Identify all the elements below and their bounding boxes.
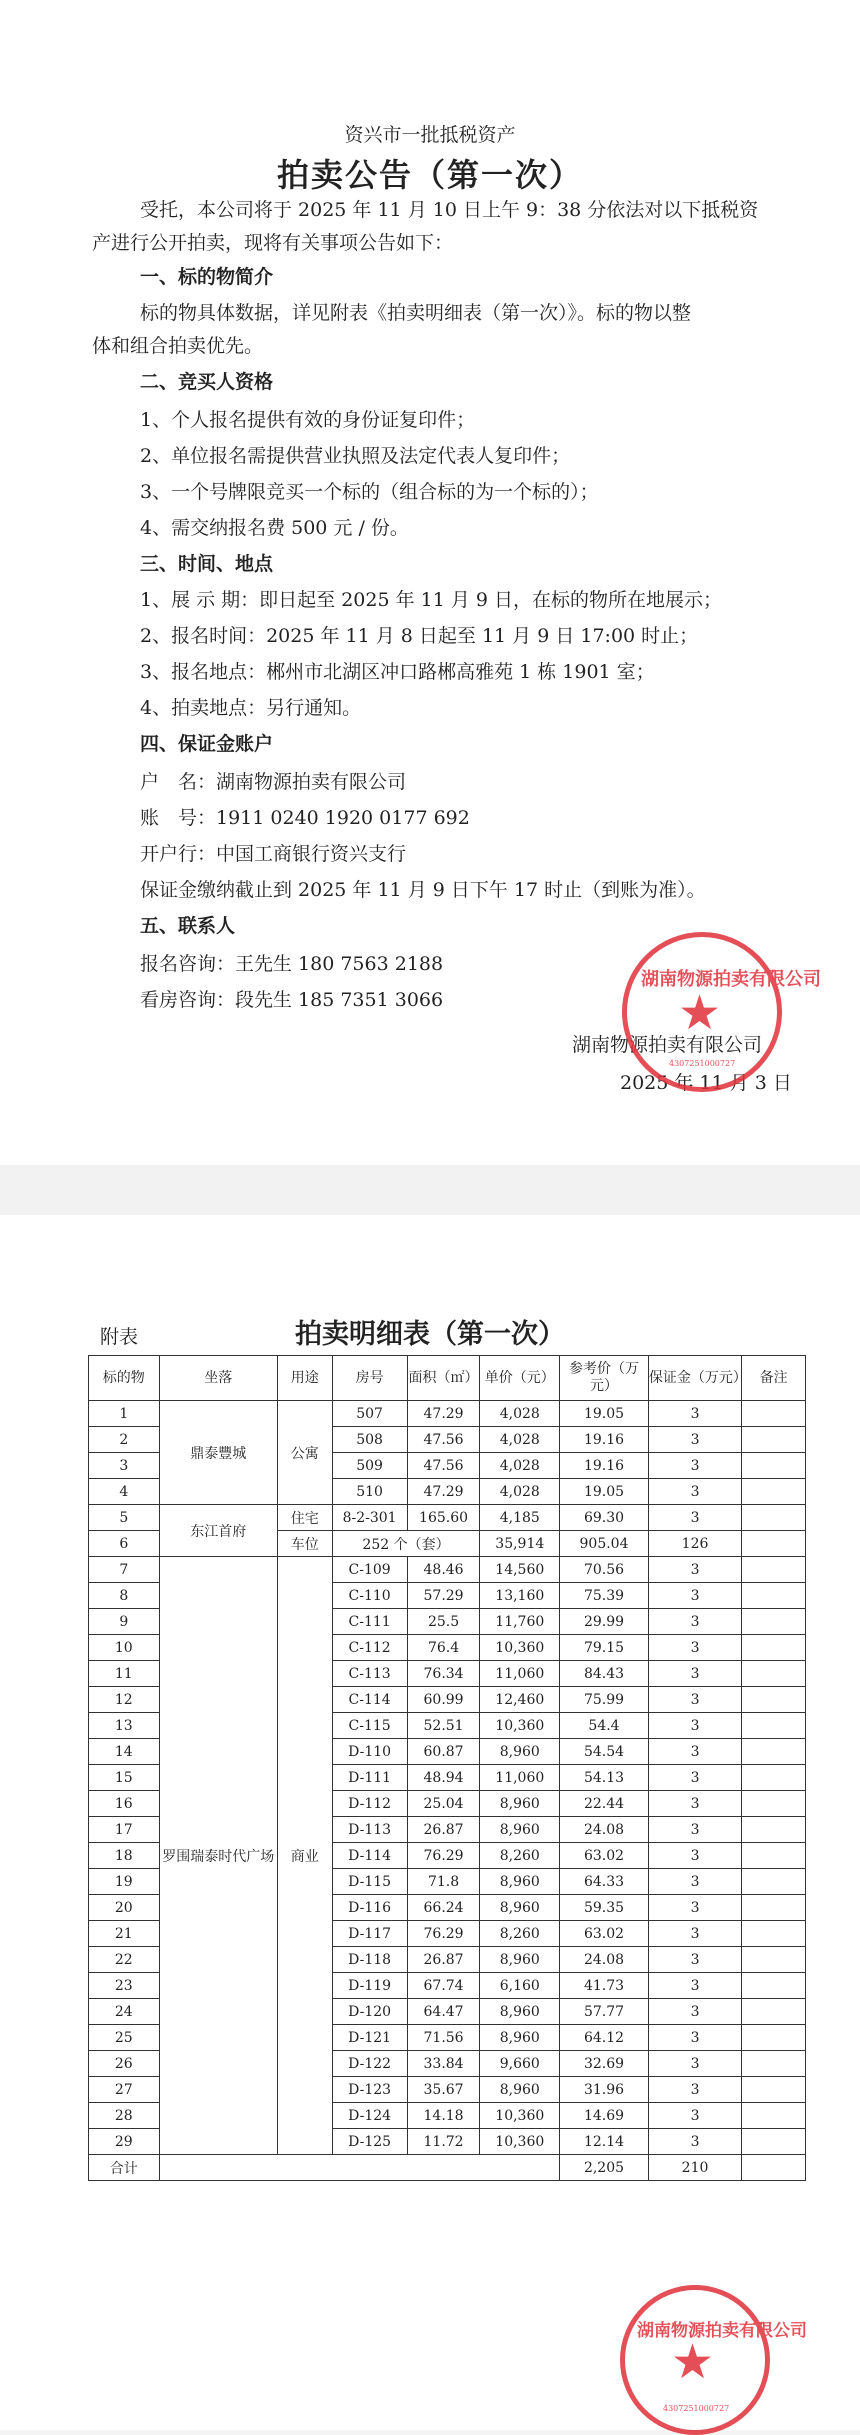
cell-price: 10,360 [480, 2103, 560, 2129]
cell-idx: 5 [89, 1505, 160, 1531]
company-name: 湖南物源拍卖有限公司 [572, 1034, 763, 1056]
cell-price: 8,960 [480, 1869, 560, 1895]
cell-area: 26.87 [407, 1817, 480, 1843]
cell-idx: 27 [89, 2077, 160, 2103]
cell-note [742, 1817, 806, 1843]
cell-note [742, 1973, 806, 1999]
cell-price: 11,760 [480, 1609, 560, 1635]
cell-deposit: 3 [648, 1739, 741, 1765]
cell-price: 11,060 [480, 1765, 560, 1791]
cell-area: 25.04 [407, 1791, 480, 1817]
cell-ref: 29.99 [560, 1609, 649, 1635]
cell-area: 60.99 [407, 1687, 480, 1713]
cell-room: D-118 [332, 1947, 407, 1973]
cell-deposit: 3 [648, 1869, 741, 1895]
cell-note [742, 2025, 806, 2051]
cell-deposit: 3 [648, 1401, 741, 1427]
section-5-item: 看房咨询：段先生 185 7351 3066 [140, 989, 444, 1011]
cell-price: 8,960 [480, 1947, 560, 1973]
cell-room: D-110 [332, 1739, 407, 1765]
cell-deposit: 3 [648, 1609, 741, 1635]
cell-deposit: 3 [648, 1687, 741, 1713]
cell-price: 8,960 [480, 2025, 560, 2051]
table-seal [620, 2285, 807, 2435]
cell-area: 71.8 [407, 1869, 480, 1895]
table-header-row [89, 1356, 806, 1401]
cell-deposit: 3 [648, 1973, 741, 1999]
cell-area: 11.72 [407, 2129, 480, 2155]
cell-deposit: 3 [648, 1635, 741, 1661]
cell-deposit: 3 [648, 1661, 741, 1687]
cell-room: C-113 [332, 1661, 407, 1687]
cell-ref: 14.69 [560, 2103, 649, 2129]
section-2-item: 2、单位报名需提供营业执照及法定代表人复印件； [140, 445, 571, 467]
cell-deposit: 3 [648, 1479, 741, 1505]
section-4-heading: 四、保证金账户 [140, 733, 274, 755]
cell-ref: 19.05 [560, 1401, 649, 1427]
header-loc: 坐落 [159, 1356, 277, 1401]
cell-ref: 54.4 [560, 1713, 649, 1739]
cell-room: D-120 [332, 1999, 407, 2025]
cell-ref: 41.73 [560, 1973, 649, 1999]
cell-room: C-110 [332, 1583, 407, 1609]
cell-empty [159, 2155, 560, 2181]
section-4-item: 保证金缴纳截止到 2025 年 11 月 9 日下午 17 时止（到账为准）。 [140, 879, 706, 901]
cell-deposit: 3 [648, 2129, 741, 2155]
cell-room: 510 [332, 1479, 407, 1505]
cell-price: 4,028 [480, 1401, 560, 1427]
cell-note [742, 1479, 806, 1505]
cell-ref: 84.43 [560, 1661, 649, 1687]
cell-room: D-124 [332, 2103, 407, 2129]
seal-text: 湖南物源拍卖有限公司 [641, 969, 821, 990]
cell-note [742, 1947, 806, 1973]
cell-ref: 54.54 [560, 1739, 649, 1765]
cell-idx: 8 [89, 1583, 160, 1609]
cell-deposit: 3 [648, 1895, 741, 1921]
header-use: 用途 [277, 1356, 332, 1401]
cell-area: 71.56 [407, 2025, 480, 2051]
section-2-heading: 二、竞买人资格 [140, 371, 274, 393]
cell-note [742, 1453, 806, 1479]
appendix-title: 拍卖明细表（第一次） [295, 1319, 565, 1350]
cell-ref: 59.35 [560, 1895, 649, 1921]
cell-room: C-115 [332, 1713, 407, 1739]
cell-price: 8,960 [480, 1739, 560, 1765]
cell-deposit: 3 [648, 1557, 741, 1583]
cell-deposit: 3 [648, 1947, 741, 1973]
section-3-heading: 三、时间、地点 [140, 553, 274, 575]
cell-room: D-117 [332, 1921, 407, 1947]
cell-area: 47.29 [407, 1479, 480, 1505]
cell-deposit: 3 [648, 2077, 741, 2103]
cell-note [742, 2077, 806, 2103]
table-total-row [89, 2155, 806, 2181]
header-note: 备注 [742, 1356, 806, 1401]
cell-price: 8,960 [480, 2077, 560, 2103]
cell-price: 8,260 [480, 1843, 560, 1869]
cell-room: D-113 [332, 1817, 407, 1843]
cell-area: 48.46 [407, 1557, 480, 1583]
cell-room: 8-2-301 [332, 1505, 407, 1531]
cell-room: 252 个（套） [332, 1531, 480, 1557]
cell-price: 10,360 [480, 1635, 560, 1661]
cell-room: D-116 [332, 1895, 407, 1921]
cell-deposit: 3 [648, 1921, 741, 1947]
cell-idx: 24 [89, 1999, 160, 2025]
cell-ref: 57.77 [560, 1999, 649, 2025]
cell-ref: 79.15 [560, 1635, 649, 1661]
cell-note [742, 1739, 806, 1765]
company-seal [622, 932, 821, 1092]
cell-price: 8,960 [480, 1895, 560, 1921]
cell-idx: 14 [89, 1739, 160, 1765]
cell-note [742, 1869, 806, 1895]
cell-ref: 70.56 [560, 1557, 649, 1583]
cell-idx: 23 [89, 1973, 160, 1999]
cell-room: C-112 [332, 1635, 407, 1661]
notice-date: 2025 年 11 月 3 日 [620, 1072, 792, 1094]
cell-price: 8,260 [480, 1921, 560, 1947]
section-1-line-2: 体和组合拍卖优先。 [92, 335, 264, 357]
cell-note [742, 1609, 806, 1635]
cell-note [742, 1583, 806, 1609]
cell-area: 66.24 [407, 1895, 480, 1921]
cell-note [742, 2129, 806, 2155]
cell-price: 4,028 [480, 1453, 560, 1479]
cell-price: 4,185 [480, 1505, 560, 1531]
cell-idx: 6 [89, 1531, 160, 1557]
cell-idx: 28 [89, 2103, 160, 2129]
cell-price: 10,360 [480, 2129, 560, 2155]
cell-note [742, 1713, 806, 1739]
table-seal-code: 4307251000727 [663, 2404, 730, 2413]
cell-idx: 19 [89, 1869, 160, 1895]
section-4-item: 户 名：湖南物源拍卖有限公司 [140, 771, 407, 793]
cell-ref: 75.99 [560, 1687, 649, 1713]
cell-price: 4,028 [480, 1427, 560, 1453]
cell-deposit: 3 [648, 1817, 741, 1843]
header-idx: 标的物 [89, 1356, 160, 1401]
cell-price: 4,028 [480, 1479, 560, 1505]
cell-price: 14,560 [480, 1557, 560, 1583]
cell-use: 住宅 [277, 1505, 332, 1531]
cell-note [742, 1765, 806, 1791]
cell-idx: 7 [89, 1557, 160, 1583]
cell-note [742, 1791, 806, 1817]
cell-deposit: 3 [648, 1505, 741, 1531]
auction-detail-table [88, 1355, 806, 2181]
cell-room: D-125 [332, 2129, 407, 2155]
cell-use: 车位 [277, 1531, 332, 1557]
cell-ref: 75.39 [560, 1583, 649, 1609]
cell-deposit: 3 [648, 2103, 741, 2129]
cell-area: 67.74 [407, 1973, 480, 1999]
cell-room: D-112 [332, 1791, 407, 1817]
cell-area: 25.5 [407, 1609, 480, 1635]
header-room: 房号 [332, 1356, 407, 1401]
cell-ref: 22.44 [560, 1791, 649, 1817]
cell-deposit: 3 [648, 1999, 741, 2025]
intro-line-1: 受托，本公司将于 2025 年 11 月 10 日上午 9：38 分依法对以下抵税资 [140, 199, 759, 221]
section-3-item: 1、展 示 期：即日起至 2025 年 11 月 9 日，在标的物所在地展示； [140, 589, 723, 611]
cell-deposit: 3 [648, 1427, 741, 1453]
cell-room: C-114 [332, 1687, 407, 1713]
cell-ref: 24.08 [560, 1947, 649, 1973]
cell-note [742, 2155, 806, 2181]
section-3-item: 4、拍卖地点：另行通知。 [140, 697, 362, 719]
cell-area: 60.87 [407, 1739, 480, 1765]
cell-location: 鼎泰豐城 [159, 1401, 277, 1505]
cell-note [742, 1505, 806, 1531]
cell-deposit: 3 [648, 1583, 741, 1609]
cell-idx: 29 [89, 2129, 160, 2155]
notice-title: 拍卖公告（第一次） [276, 156, 583, 194]
cell-deposit: 3 [648, 1453, 741, 1479]
seal-code: 4307251000727 [669, 1059, 736, 1068]
cell-idx: 10 [89, 1635, 160, 1661]
section-3-item: 2、报名时间：2025 年 11 月 8 日起至 11 月 9 日 17:00 时止； [140, 625, 699, 647]
section-3-item: 3、报名地点：郴州市北湖区冲口路郴高雅苑 1 栋 1901 室； [140, 661, 655, 683]
cell-total-deposit: 210 [648, 2155, 741, 2181]
cell-room: 507 [332, 1401, 407, 1427]
cell-room: D-123 [332, 2077, 407, 2103]
cell-ref: 19.16 [560, 1453, 649, 1479]
cell-idx: 1 [89, 1401, 160, 1427]
appendix-label: 附表 [100, 1326, 139, 1348]
cell-ref: 12.14 [560, 2129, 649, 2155]
cell-note [742, 1401, 806, 1427]
cell-deposit: 3 [648, 2025, 741, 2051]
cell-area: 14.18 [407, 2103, 480, 2129]
cell-ref: 64.33 [560, 1869, 649, 1895]
cell-ref: 69.30 [560, 1505, 649, 1531]
cell-idx: 15 [89, 1765, 160, 1791]
cell-note [742, 1427, 806, 1453]
header-deposit: 保证金（万元） [648, 1356, 741, 1401]
cell-room: D-115 [332, 1869, 407, 1895]
cell-area: 76.29 [407, 1921, 480, 1947]
header-price: 单价（元） [480, 1356, 560, 1401]
cell-area: 165.60 [407, 1505, 480, 1531]
cell-note [742, 1687, 806, 1713]
section-4-item: 开户行：中国工商银行资兴支行 [140, 843, 407, 865]
cell-deposit: 3 [648, 2051, 741, 2077]
cell-deposit: 3 [648, 1843, 741, 1869]
cell-total-label: 合计 [89, 2155, 160, 2181]
seal-star-icon: ★ [678, 985, 722, 1041]
cell-room: C-109 [332, 1557, 407, 1583]
cell-price: 35,914 [480, 1531, 560, 1557]
cell-room: D-114 [332, 1843, 407, 1869]
cell-note [742, 2051, 806, 2077]
cell-note [742, 1531, 806, 1557]
cell-deposit: 3 [648, 1713, 741, 1739]
cell-room: 508 [332, 1427, 407, 1453]
cell-ref: 63.02 [560, 1921, 649, 1947]
section-1-heading: 一、标的物简介 [140, 266, 274, 288]
header-ref: 参考价（万元） [560, 1356, 649, 1401]
cell-area: 35.67 [407, 2077, 480, 2103]
cell-note [742, 1921, 806, 1947]
cell-deposit: 126 [648, 1531, 741, 1557]
cell-idx: 16 [89, 1791, 160, 1817]
table-row [89, 1557, 806, 1583]
cell-room: D-111 [332, 1765, 407, 1791]
section-5-item: 报名咨询：王先生 180 7563 2188 [140, 953, 444, 975]
cell-note [742, 1999, 806, 2025]
cell-ref: 19.16 [560, 1427, 649, 1453]
cell-area: 57.29 [407, 1583, 480, 1609]
cell-idx: 25 [89, 2025, 160, 2051]
cell-ref: 63.02 [560, 1843, 649, 1869]
cell-ref: 31.96 [560, 2077, 649, 2103]
cell-area: 76.34 [407, 1661, 480, 1687]
cell-area: 76.4 [407, 1635, 480, 1661]
cell-ref: 54.13 [560, 1765, 649, 1791]
table-row [89, 1401, 806, 1427]
cell-location: 东江首府 [159, 1505, 277, 1557]
cell-total-ref: 2,205 [560, 2155, 649, 2181]
notice-subtitle: 资兴市一批抵税资产 [344, 124, 516, 146]
cell-area: 64.47 [407, 1999, 480, 2025]
cell-price: 12,460 [480, 1687, 560, 1713]
cell-note [742, 1661, 806, 1687]
cell-price: 10,360 [480, 1713, 560, 1739]
cell-room: C-111 [332, 1609, 407, 1635]
cell-ref: 24.08 [560, 1817, 649, 1843]
page-gap [0, 1165, 860, 1215]
cell-idx: 20 [89, 1895, 160, 1921]
cell-area: 76.29 [407, 1843, 480, 1869]
table-row [89, 1505, 806, 1531]
table-seal-text: 湖南物源拍卖有限公司 [637, 2321, 807, 2341]
cell-note [742, 1635, 806, 1661]
section-2-item: 1、个人报名提供有效的身份证复印件； [140, 409, 476, 431]
cell-price: 6,160 [480, 1973, 560, 1999]
cell-use: 公寓 [277, 1401, 332, 1505]
cell-price: 8,960 [480, 1817, 560, 1843]
cell-price: 8,960 [480, 1999, 560, 2025]
cell-area: 52.51 [407, 1713, 480, 1739]
cell-area: 26.87 [407, 1947, 480, 1973]
cell-room: 509 [332, 1453, 407, 1479]
cell-room: D-121 [332, 2025, 407, 2051]
cell-idx: 13 [89, 1713, 160, 1739]
section-5-heading: 五、联系人 [140, 915, 236, 937]
cell-deposit: 3 [648, 1765, 741, 1791]
cell-idx: 21 [89, 1921, 160, 1947]
cell-note [742, 1895, 806, 1921]
cell-idx: 18 [89, 1843, 160, 1869]
cell-idx: 17 [89, 1817, 160, 1843]
section-4-item: 账 号：1911 0240 1920 0177 692 [140, 807, 470, 829]
cell-price: 13,160 [480, 1583, 560, 1609]
cell-idx: 2 [89, 1427, 160, 1453]
cell-room: D-119 [332, 1973, 407, 1999]
cell-ref: 32.69 [560, 2051, 649, 2077]
cell-note [742, 1557, 806, 1583]
cell-location: 罗围瑞泰时代广场 [159, 1557, 277, 2155]
cell-idx: 22 [89, 1947, 160, 1973]
cell-use: 商业 [277, 1557, 332, 2155]
cell-deposit: 3 [648, 1791, 741, 1817]
cell-area: 47.29 [407, 1401, 480, 1427]
cell-area: 33.84 [407, 2051, 480, 2077]
cell-idx: 11 [89, 1661, 160, 1687]
header-area: 面积（㎡） [407, 1356, 480, 1401]
cell-note [742, 1843, 806, 1869]
cell-idx: 26 [89, 2051, 160, 2077]
section-2-item: 3、一个号牌限竞买一个标的（组合标的为一个标的）； [140, 481, 599, 503]
intro-line-2: 产进行公开拍卖，现将有关事项公告如下： [92, 232, 454, 254]
cell-price: 9,660 [480, 2051, 560, 2077]
cell-ref: 64.12 [560, 2025, 649, 2051]
cell-ref: 19.05 [560, 1479, 649, 1505]
cell-area: 47.56 [407, 1427, 480, 1453]
cell-idx: 9 [89, 1609, 160, 1635]
cell-price: 8,960 [480, 1791, 560, 1817]
table-seal-star-icon: ★ [671, 2334, 715, 2390]
cell-idx: 4 [89, 1479, 160, 1505]
section-1-line-1: 标的物具体数据，详见附表《拍卖明细表（第一次）》。标的物以整 [140, 302, 692, 324]
cell-idx: 3 [89, 1453, 160, 1479]
cell-price: 11,060 [480, 1661, 560, 1687]
section-2-item: 4、需交纳报名费 500 元 / 份。 [140, 517, 409, 539]
cell-area: 47.56 [407, 1453, 480, 1479]
cell-room: D-122 [332, 2051, 407, 2077]
cell-note [742, 2103, 806, 2129]
cell-area: 48.94 [407, 1765, 480, 1791]
cell-ref: 905.04 [560, 1531, 649, 1557]
cell-idx: 12 [89, 1687, 160, 1713]
